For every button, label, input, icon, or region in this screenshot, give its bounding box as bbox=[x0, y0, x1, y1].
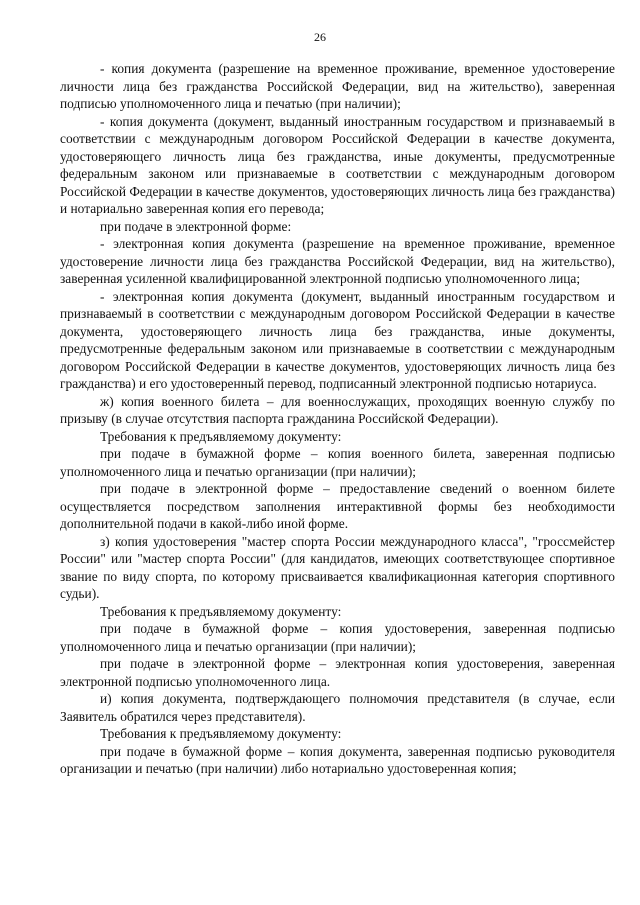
paragraph: при подаче в бумажной форме – копия военного билета, заверенная подписью уполномоченного лица и печатью организации (при наличии); bbox=[60, 446, 615, 479]
paragraph: ж) копия военного билета – для военнослужащих, проходящих военную службу по призыву (в случае отсутствия паспорта гражданина Российской Федерации). bbox=[60, 393, 615, 426]
document-body bbox=[60, 60, 615, 778]
paragraph: - электронная копия документа (документ, выданный иностранным государством и признаваемый в соответствии с международным договором Российской Федерации в качестве документа, удостоверяющего личность лица без гражданства, иные документы, предусмотренные федеральным законом или признаваемые в соответствии с международным договором Российской Федерации в качестве документов, удостоверяющих личность лица без гражданства) и его удостоверенный перевод, подписанный электронной подписью нотариуса. bbox=[60, 288, 615, 391]
paragraph: - электронная копия документа (разрешение на временное проживание, временное удостоверение личности лица без гражданства Российской Федерации, вид на жительство), заверенная усиленной квалифицированной электронной подписью уполномоченного лица; bbox=[60, 236, 615, 286]
paragraph: Требования к предъявляемому документу: bbox=[100, 726, 342, 741]
paragraph: при подаче в бумажной форме – копия удостоверения, заверенная подписью уполномоченного лица и печатью организации (при наличии); bbox=[60, 621, 615, 654]
paragraph: при подаче в электронной форме – предоставление сведений о военном билете осуществляется посредством заполнения интерактивной формы без необходимости дополнительной подачи в какой-либо иной форме. bbox=[60, 481, 615, 531]
paragraph: при подаче в бумажной форме – копия документа, заверенная подписью руководителя организации и печатью (при наличии) либо нотариально удостоверенная копия; bbox=[60, 743, 615, 776]
paragraph: з) копия удостоверения "мастер спорта России международного класса", "гроссмейстер России" или "мастер спорта России" (для кандидатов, имеющих соответствующее спортивное звание по виду спорта, по которому присваивается квалификационная категория спортивного судьи). bbox=[60, 533, 615, 601]
paragraph: при подаче в электронной форме: bbox=[100, 218, 292, 234]
page-number: 26 bbox=[314, 30, 326, 44]
paragraph: - копия документа (разрешение на временное проживание, временное удостоверение личности лица без гражданства Российской Федерации, вид на жительство), заверенная подписью уполномоченного лица и печатью (при наличии); bbox=[60, 61, 615, 111]
paragraph: Требования к предъявляемому документу: bbox=[100, 428, 342, 444]
paragraph: Требования к предъявляемому документу: bbox=[100, 603, 342, 619]
paragraph: и) копия документа, подтверждающего полномочия представителя (в случае, если Заявитель обратился через представителя). bbox=[60, 691, 615, 724]
paragraph: при подаче в электронной форме – электронная копия удостоверения, заверенная электронной подписью уполномоченного лица. bbox=[60, 656, 615, 689]
paragraph: - копия документа (документ, выданный иностранным государством и признаваемый в соответствии с международным договором Российской Федерации в качестве документа, удостоверяющего личность лица без гражданства, иные документы, предусмотренные федеральным законом или признаваемые в соответствии с международным договором Российской Федерации в качестве документов, удостоверяющих личность лица без гражданства) и нотариально заверенная копия его перевода; bbox=[60, 113, 615, 216]
